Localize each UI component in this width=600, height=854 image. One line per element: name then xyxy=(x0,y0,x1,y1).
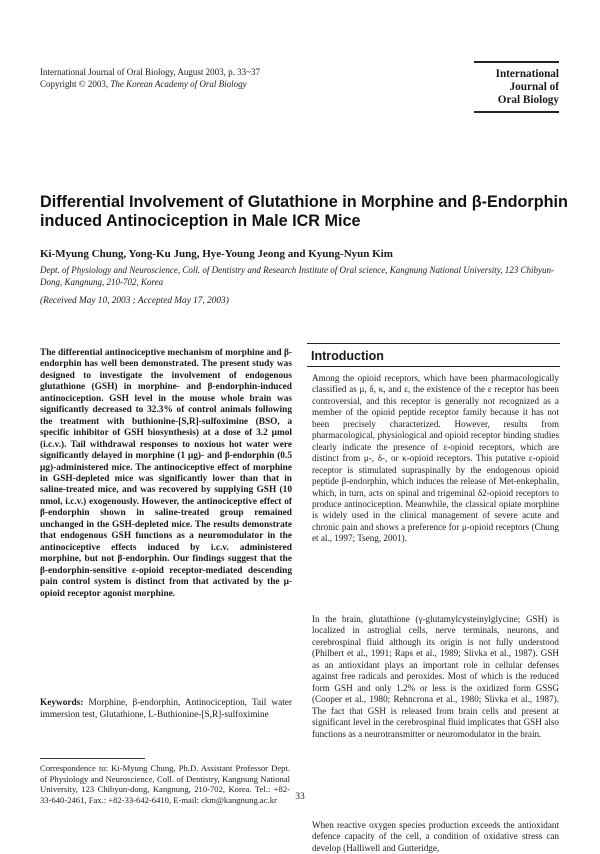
introduction-heading: Introduction xyxy=(311,349,384,363)
intro-paragraph: When reactive oxygen species production exceeds the antioxidant defence capacity of the cell, a condition of oxidative stress can develop (Halliwell and Gutteridge, xyxy=(312,820,559,853)
journal-name-line: Oral Biology xyxy=(497,94,559,106)
intro-paragraph: In the brain, glutathione (γ-glutamylcysteinylglycine; GSH) is localized in astroglial cells, nerve terminals, neurons, and cerebrospinal fluid although its origin is not fully understood (Philbert et al., 1991; Raps et al., 1989; Slivka et al., 1987). GSH as an antioxidant plays an important role in cellular defenses against free radicals and peroxides. Most of which is the reduced form GSH and only 1.2% or less is the oxidized form GSSG (Cooper et al., 1980; Rehncrona et al., 1980; Slivka et al., 1987). The fact that GSH is released from brain cells and present at significant level in the cerebrospinal fluid implicates that GSH also functions as a neurotransmitter or neuromodulator in the brain. xyxy=(312,614,559,739)
intro-paragraph: Among the opioid receptors, which have been pharmacologically classified as μ, δ, κ, and ε, the existence of the ε receptor has been controversial, and this receptor is generally not recognized as a member of the opioid peptide receptor family because it has not been precisely characterized. However, results from pharmacological, physiological and opioid receptor binding studies clearly indicate the presence of ε-opioid receptors, which are distinct from μ-, δ-, or κ-opioid receptors. This putative ε-opioid receptor is stimulated supraspinally by the endogenous opioid peptide β-endorphin, which induces the release of Met-enkephalin, which, in turn, acts on spinal and trigeminal δ2-opioid receptors to produce antinociception. Meanwhile, the classical opiate morphine is widely used in the clinical management of severe acute and chronic pain and shows a preference for μ-opioid receptors (Chung et al., 1997; Tseng, 2001). xyxy=(312,373,559,544)
keywords xyxy=(40,698,292,721)
copyright-line xyxy=(40,79,260,91)
author-affiliation: Dept. of Physiology and Neuroscience, Coll. of Dentistry and Research Institute of Oral science, Kangnung National University, 123 Chibyun-Dong, Kangnung, 210-702, Korea xyxy=(40,265,555,287)
paper-title: Differential Involvement of Glutathione in Morphine and β-Endorphin induced Antinociception in Male ICR Mice xyxy=(40,193,568,230)
correspondence-footnote: Correspondence to: Ki-Myung Chung, Ph.D. Assistant Professor Dept. of Physiology and Neuroscience, Coll. of Dentistry, Kangnung National University, 123 Chibyun-dong, Kangnung, 210-702, Korea. Tel.: +82-33-640-2461, Fax.: +82-33-642-6410, E-mail: ckm@kangnung.ac.kr xyxy=(40,763,290,805)
copyright-prefix: Copyright © 2003, xyxy=(40,78,111,89)
journal-name-box xyxy=(474,61,559,113)
keywords-label: Keywords: xyxy=(40,698,84,708)
journal-name-line: Journal of xyxy=(509,81,559,93)
citation-line: International Journal of Oral Biology, August 2003, p. 33~37 xyxy=(40,67,261,77)
author-list: Ki-Myung Chung, Yong-Ku Jung, Hye-Young Jeong and Kyung-Nyun Kim xyxy=(40,248,393,260)
journal-citation xyxy=(40,67,260,90)
section-rule-bottom xyxy=(307,366,560,367)
section-rule-top xyxy=(307,343,560,344)
keywords-text: Morphine, β-endorphin, Antinociception, Tail water immersion test, Glutathione, L-Buthionine-[S,R]-sulfoximine xyxy=(40,698,292,720)
copyright-org: The Korean Academy of Oral Biology xyxy=(110,78,247,89)
footnote-divider xyxy=(40,758,145,759)
page-number: 33 xyxy=(295,792,305,802)
journal-name-line: International xyxy=(495,68,559,80)
abstract: The differential antinociceptive mechanism of morphine and β-endorphin has well been demonstrated. The present study was designed to investigate the involvement of endogenous glutathione (GSH) in morphine- and β-endorphin-induced antinociception. GSH level in the mouse whole brain was significantly decreased to 32.3% of control animals following the treatment with buthionine-[S,R]-sulfoximine (BSO, a specific inhibitor of GSH biosynthesis) at a dose of 3.2 μmol (i.c.v.). Tail withdrawal responses to noxious hot water were significantly delayed in morphine (1 μg)- and β-endorphin (0.5 μg)-administered mice. The antinociceptive effect of morphine in GSH-depleted mice was significantly lower than that in saline-treated mice, and was recovered by supplying GSH (10 nmol, i.c.v.) exogenously. However, the antinociceptive effect of β-endorphin shown in saline-treated group remained unchanged in the GSH-depleted mice. The results demonstrate that endogenous GSH functions as a neuromodulator in the antinociceptive effects induced by i.c.v. administered morphine, but not β-endorphin. Our findings suggest that the β-endorphin-sensitive ε-opioid receptor-mediated descending pain control system is distinct from that activated by the μ-opioid receptor agonist morphine. xyxy=(40,348,292,599)
received-dates: (Received May 10, 2003 ; Accepted May 17, 2003) xyxy=(40,296,229,306)
